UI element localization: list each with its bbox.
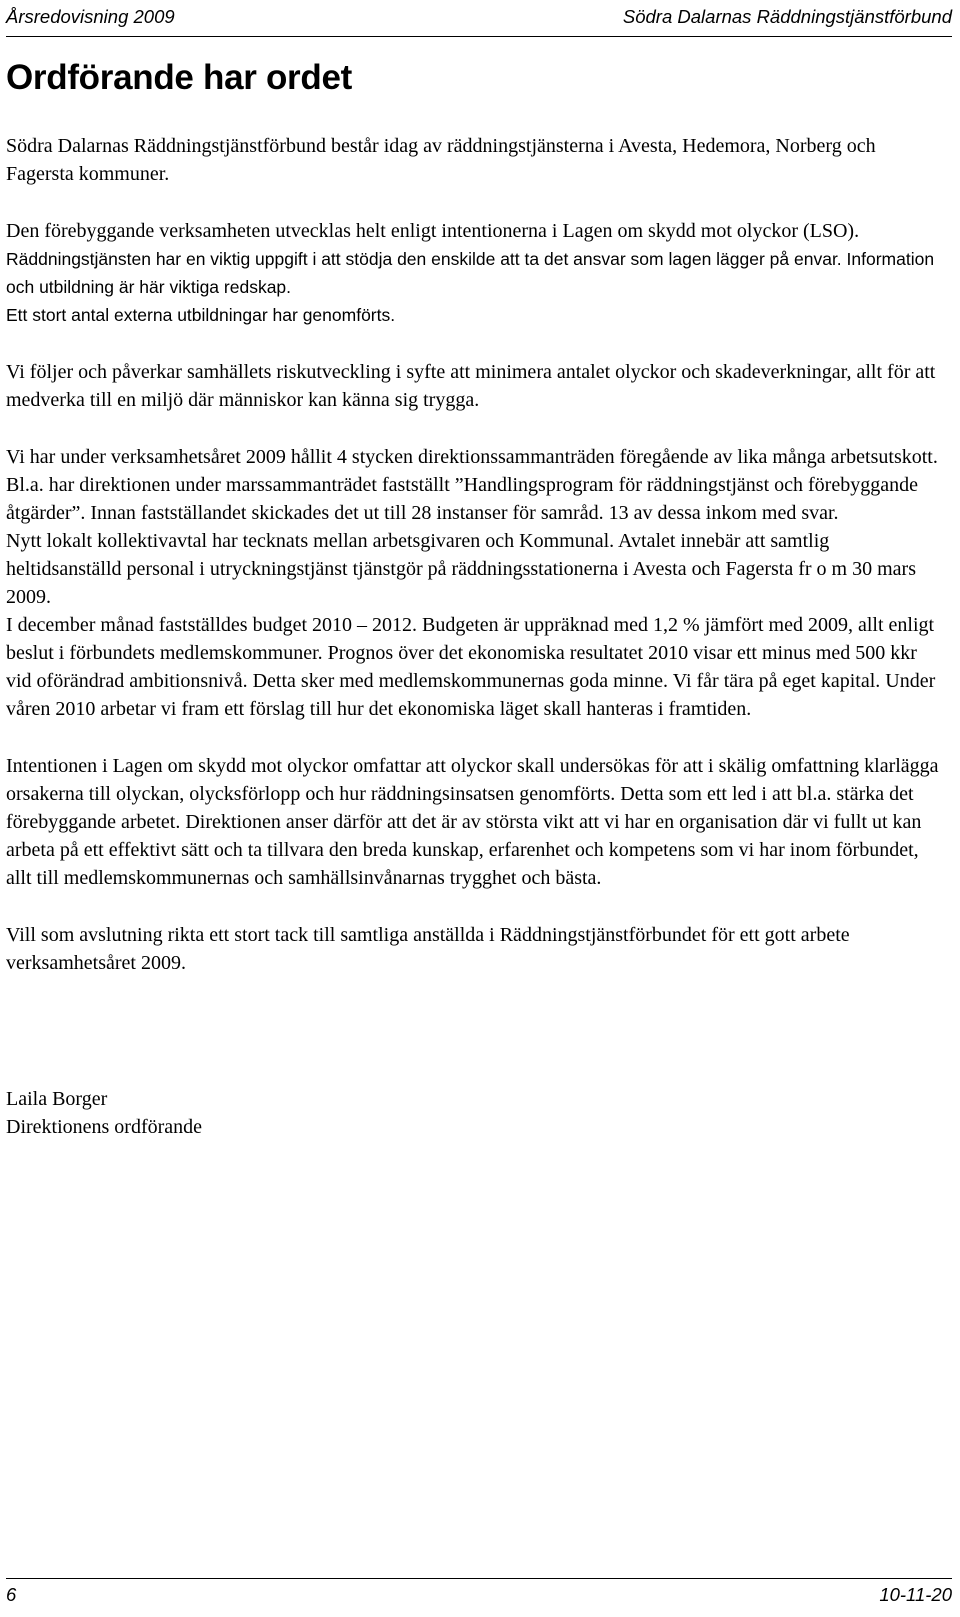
paragraph-trainings: Ett stort antal externa utbildningar har genomförts. [6,305,396,325]
paragraph-intro: Södra Dalarnas Räddningstjänstförbund består idag av räddningstjänsterna i Avesta, Hedemora, Norberg och Fagersta kommuner. [6,135,876,185]
paragraph-responsibility: Räddningstjänsten har en viktig uppgift i att stödja den enskilde att ta det ansvar som lagen lägger på envar. Information och utbildning är här viktiga redskap. [6,249,935,297]
body-text [6,132,946,1141]
paragraph-meetings: Vi har under verksamhetsåret 2009 hållit 4 stycken direktionssammanträden föregående av lika många arbetsutskott. [6,446,938,468]
footer-page-number: 6 [6,1584,17,1605]
paragraph-action-program: Bl.a. har direktionen under marssammanträdet fastställt ”Handlingsprogram för räddningstjänst och förebyggande åtgärder”. Innan fastställandet skickades det ut till 28 instanser för samråd. 13 av dessa inkom med svar. [6,474,918,524]
paragraph-risk-development: Vi följer och påverkar samhällets riskutveckling i syfte att minimera antalet olyckor och skadeverkningar, allt för att medverka till en miljö där människor kan känna sig trygga. [6,361,936,411]
page-title: Ordförande har ordet [6,58,352,97]
paragraph-investigation: Intentionen i Lagen om skydd mot olyckor omfattar att olyckor skall undersökas för att i skälig omfattning klarlägga orsakerna till olyckan, olycksförlopp och hur räddningsinsatsen genomförts. Detta som ett led i att bl.a. stärka det förebyggande arbetet. Direktionen anser därför att det är av största vikt att vi har en organisation där vi fullt ut kan arbeta på ett effektivt sätt och ta tillvara den breda kunskap, erfarenhet och kompetens som vi har inom förbundet, allt till medlemskommunernas och samhällsinvånarnas trygghet och bästa. [6,755,939,889]
header-report-title: Årsredovisning 2009 [6,6,175,27]
paragraph-budget: I december månad fastställdes budget 2010 – 2012. Budgeten är uppräknad med 1,2 % jämfört med 2009, allt enligt beslut i förbundets medlemskommuner. Prognos över det ekonomiska resultatet 2010 visar ett minus med 500 kkr vid oförändrad ambitionsnivå. Detta sker med medlemskommunernas goda minne. Vi får tära på eget kapital. Under våren 2010 arbetar vi fram ett förslag till hur det ekonomiska läget skall hanteras i framtiden. [6,614,936,720]
header-organization: Södra Dalarnas Räddningstjänstförbund [622,6,952,27]
signature-role: Direktionens ordförande [6,1116,203,1138]
page-header [6,6,952,37]
paragraph-prevention: Den förebyggande verksamheten utvecklas helt enligt intentionerna i Lagen om skydd mot olyckor (LSO). [6,220,860,242]
paragraph-collective-agreement: Nytt lokalt kollektivavtal har tecknats mellan arbetsgivaren och Kommunal. Avtalet innebär att samtlig heltidsanställd personal i utryckningstjänst tjänstgör på räddningsstationerna i Avesta och Fagersta fr o m 30 mars 2009. [6,530,916,608]
page-footer [6,1578,952,1609]
signature-name: Laila Borger [6,1088,108,1110]
paragraph-closing: Vill som avslutning rikta ett stort tack till samtliga anställda i Räddningstjänstförbundet för ett gott arbete verksamhetsåret 2009. [6,924,850,974]
footer-date: 10-11-20 [879,1584,952,1605]
